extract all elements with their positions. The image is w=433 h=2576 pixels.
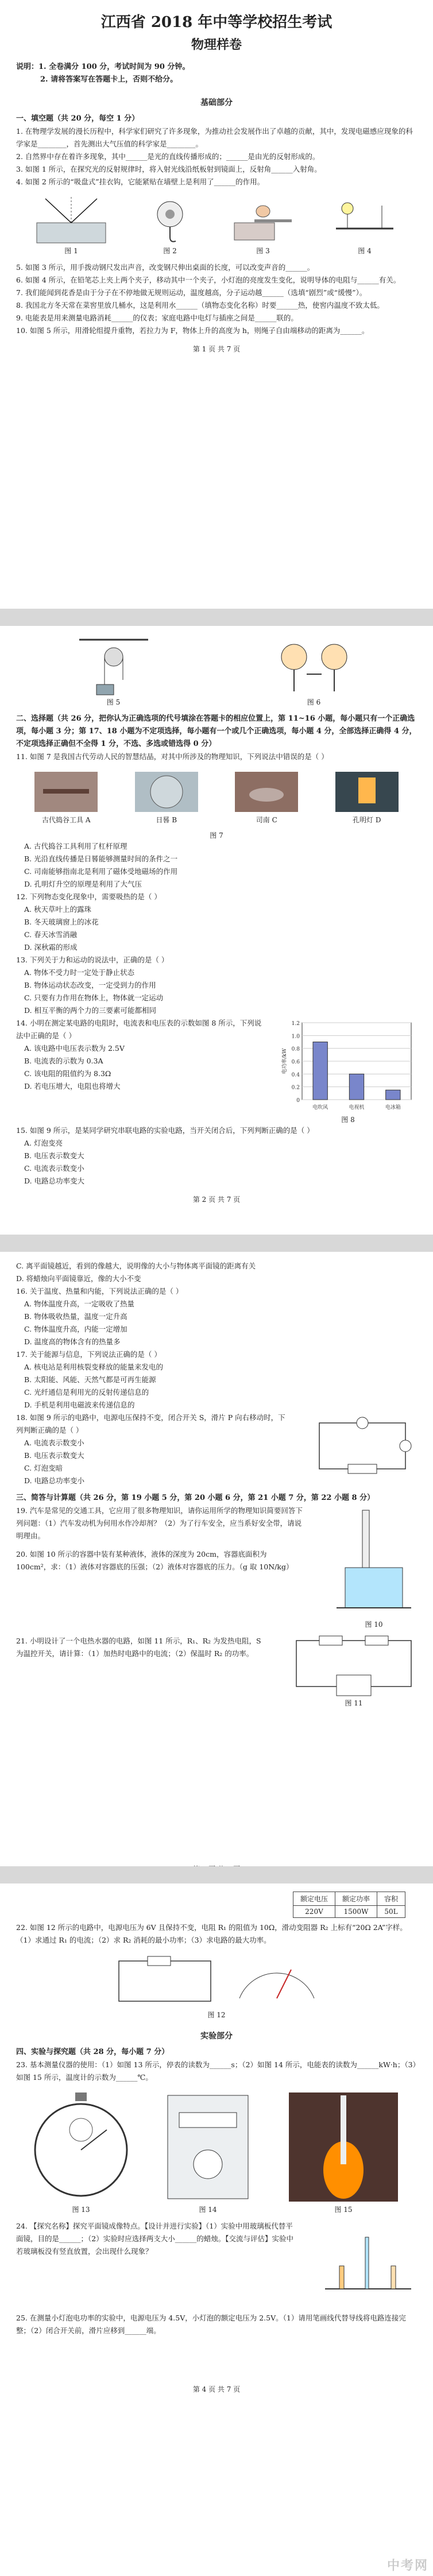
spec-header-volume: 容积: [377, 1892, 405, 1906]
q15-option-b: B. 电压表示数变大: [24, 1151, 84, 1160]
part1-heading: 一、填空题（共 20 分，每空 1 分）: [16, 114, 140, 123]
q21-text-block: [16, 1635, 269, 1708]
q11-option-c: C. 司南能够指南北是利用了磁体受地磁场的作用: [24, 867, 178, 876]
question-2: 2. 自然界中存在着许多现象，其中______是光的直线传播形成的；______是由光的反射形成的。: [16, 152, 320, 161]
figure-12-caption: 图 12: [207, 2011, 226, 2019]
chart-bar: [349, 1074, 364, 1100]
figure-6-caption: 图 6: [307, 698, 321, 706]
note-2: 2. 请将答案写在答题卡上，否则不给分。: [40, 75, 178, 84]
question-4: 4. 如图 2 所示的“吸盘式”挂衣钩，它能紧贴在墙壁上是利用了______的作用。: [16, 177, 265, 186]
figure-15: [286, 2090, 401, 2214]
q12-option-b: B. 冬天玻璃窗上的冰花: [24, 918, 99, 926]
spec-value-row: [293, 1906, 405, 1918]
q18-option-a: A. 电流表示数变小: [24, 1438, 84, 1447]
q15-option-d: D. 电路总功率变大: [24, 1177, 85, 1185]
figure-2: [144, 194, 196, 256]
chart-y-tick-label: 0: [296, 1098, 300, 1104]
part2-heading: 二、选择题（共 26 分，把你认为正确选项的代号填涂在答题卡的相应位置上，第 11~16 小题，每小题只有一个正确选项，每小题 3 分；第 17、18 小题为不定项选择，每小题有一个或几个正确选项，每小题 4 分，全部选择正确得 4 分，不定项选择正确但不全得 1 分，不选、多选或错选得 0 分）: [16, 714, 417, 748]
question-1: 1. 在物理学发展的漫长历程中，科学家们研究了许多现象，为推动社会发展作出了卓越的贡献，其中，发现电磁感应现象的科学家是________，首先测出大气压值的科学家是________。: [16, 127, 413, 148]
q16-option-c: C. 物体温度升高，内能一定增加: [24, 1325, 127, 1333]
q18-block: [16, 1411, 417, 1487]
question-9: 9. 电能表是用来测量电路消耗______的仪表；家庭电路中电灯与插座之间是______联的。: [16, 314, 298, 322]
figure-7c-label: 司南 C: [256, 816, 277, 824]
figure-7b-label: 日晷 B: [156, 816, 177, 824]
figures-13-15: [16, 2090, 417, 2214]
q15-option-a: A. 灯泡变亮: [24, 1139, 63, 1147]
q12-option-c: C. 春天冰雪消融: [24, 930, 78, 939]
figure-8-caption: 图 8: [341, 1116, 355, 1124]
question-12: 12. 下列物态变化现象中，需要吸热的是（ ）: [16, 892, 161, 901]
grain-pounder-image: [32, 769, 100, 815]
q14-option-c: C. 该电阻的阻值约为 8.3Ω: [24, 1069, 111, 1078]
chart-x-tick-label: 电冰箱: [385, 1105, 401, 1111]
compass-image: [232, 769, 301, 815]
chart-y-tick-label: 0.8: [291, 1046, 300, 1053]
question-16: 16. 关于温度、热量和内能，下列说法正确的是（ ）: [16, 1287, 183, 1295]
container-liquid-diagram: [331, 1504, 417, 1619]
heater-circuit-diagram: [291, 1635, 417, 1698]
chart-y-tick-label: 1.0: [291, 1034, 300, 1040]
question-17: 17. 关于能源与信息，下列说法正确的是（ ）: [16, 1350, 161, 1359]
spec-value-voltage: 220V: [293, 1906, 335, 1918]
figure-13-caption: 图 13: [72, 2206, 90, 2214]
page-2: [16, 626, 417, 1235]
part3-heading: 三、简答与计算题（共 26 分，第 19 小题 5 分，第 20 小题 6 分，第 21 小题 7 分，第 22 小题 8 分）: [16, 1494, 375, 1502]
chart-y-tick-label: 0.6: [291, 1059, 300, 1065]
question-3: 3. 如图 1 所示，在探究光的反射规律时，将入射光线沿纸板射到镜面上，反射角______入射角。: [16, 165, 322, 173]
question-8: 8. 我国北方冬天常在菜窖里放几桶水，这是利用水______（填物态变化名称）时要______热，使窖内温度不致太低。: [16, 301, 384, 310]
question-20: 20. 如图 10 所示的容器中装有某种液体，液体的深度为 20cm，容器底面积为 100cm²，求：（1）液体对容器底的压强；（2）液体对容器底的压力。（g 取 10N/kg）: [16, 1550, 293, 1571]
q14-option-a: A. 该电路中电压表示数为 2.5V: [24, 1044, 125, 1053]
page-3-top-spacer: [16, 1252, 417, 1260]
page-number-4: 第 4 页 共 7 页: [192, 2385, 241, 2393]
q16-option-d: D. 温度高的物体含有的热量多: [24, 1337, 121, 1346]
q12-option-d: D. 深秋霜的形成: [24, 943, 78, 952]
figure-11: [291, 1635, 417, 1708]
page-4-bottom-spacer: [16, 2337, 417, 2377]
q12-option-a: A. 秋天草叶上的露珠: [24, 905, 91, 914]
figure-7-row: [16, 769, 417, 825]
q19-q20-text-block: [16, 1504, 303, 1629]
spec-value-power: 1500W: [335, 1906, 377, 1918]
chart-y-axis-label: 电功率/kW: [282, 1048, 288, 1074]
q17-option-d: D. 手机是利用电磁波来传递信息的: [24, 1401, 135, 1409]
question-18: 18. 如图 9 所示的电路中，电源电压保持不变，闭合开关 S，滑片 P 向右移动时，下列判断正确的是（ ）: [16, 1413, 285, 1434]
q24-text-block: [16, 2220, 297, 2306]
note-1: 说明：1. 全卷满分 100 分，考试时间为 90 分钟。: [16, 63, 190, 71]
mirror-experiment-diagram: [314, 2220, 417, 2306]
question-21: 21. 小明设计了一个电热水器的电路，如图 11 所示，R₁、R₂ 为发热电阻，S 为温控开关，请计算：（1）加热时电路中的电流；（2）保温时 R₂ 的功率。: [16, 1637, 261, 1658]
basic-section-heading: 基础部分: [200, 98, 233, 107]
exam-title: 江西省 2018 年中等学校招生考试: [100, 14, 333, 31]
figure-14-caption: 图 14: [199, 2206, 217, 2214]
q14-block: [16, 1017, 417, 1124]
figure-12-circuit-and-meter: [113, 1952, 320, 2010]
question-5: 5. 如图 3 所示，用手拨动钢尺发出声音，改变钢尺伸出桌面的长度，可以改变声音的______。: [16, 263, 315, 272]
stopwatch-diagram: [32, 2090, 130, 2204]
figure-3-caption: 图 3: [256, 247, 270, 255]
figure-10: [331, 1504, 417, 1629]
chart-bar: [386, 1090, 400, 1100]
q13-option-c: C. 只要有力作用在物体上，物体就一定运动: [24, 993, 164, 1002]
page-3: [16, 1252, 417, 1866]
q19-q20-block: [16, 1504, 417, 1629]
experiment-section-heading: 实验部分: [200, 2032, 233, 2041]
page3-line-2: D. 将蜡烛向平面镜靠近，像的大小不变: [16, 1274, 141, 1283]
figure-12-row: [16, 1952, 417, 2020]
question-7: 7. 我们能闻到花香是由于分子在不停地做无规则运动，温度越高，分子运动越______（选填“剧烈”或“缓慢”）。: [16, 288, 367, 297]
figures-5-6: [16, 634, 417, 707]
page-4: [16, 1883, 417, 2576]
figure-7a: [32, 769, 100, 825]
question-11: 11. 如图 7 是我国古代劳动人民的智慧结晶，对其中所涉及的物理知识，下列说法中错误的是（ ）: [16, 752, 328, 761]
page-number-2: 第 2 页 共 7 页: [192, 1196, 241, 1204]
figure-7b: [132, 769, 201, 825]
q24-block: [16, 2220, 417, 2306]
q13-option-a: A. 物体不受力时一定处于静止状态: [24, 968, 134, 977]
suction-hook-diagram: [144, 194, 196, 246]
question-22: 22. 如图 12 所示的电路中，电源电压为 6V 且保持不变，电阻 R₁ 的阻值为 10Ω，滑动变阻器 R₂ 上标有“20Ω 2A”字样。（1）求通过 R₁ 的电流；（2）求 R₂ 消耗的最小功率；（3）求电路的最大功率。: [16, 1923, 407, 1944]
q11-option-d: D. 孔明灯升空的原理是利用了大气压: [24, 880, 142, 888]
q15-option-c: C. 电流表示数变小: [24, 1164, 84, 1173]
q18-text-block: [16, 1411, 286, 1487]
figure-4-caption: 图 4: [358, 247, 372, 255]
figure-5-caption: 图 5: [106, 698, 121, 706]
chart-y-tick-label: 0.4: [291, 1072, 300, 1078]
q13-option-b: B. 物体运动状态改变，一定受到力的作用: [24, 981, 156, 989]
chart-x-tick-label: 电吹风: [312, 1105, 328, 1111]
light-reflection-diagram: [34, 194, 109, 246]
ruler-sound-diagram: [231, 194, 295, 246]
q14-text-block: [16, 1017, 263, 1124]
q11-option-b: B. 光沿直线传播是日晷能够测量时间的条件之一: [24, 854, 178, 863]
figure-3: [231, 194, 295, 256]
figure-1: [34, 194, 109, 256]
question-25: 25. 在测量小灯泡电功率的实验中，电源电压为 4.5V，小灯泡的额定电压为 2.5V。（1）请用笔画线代替导线将电路连接完整；（2）闭合开关前，滑片应移到______端。: [16, 2314, 406, 2335]
part4-heading: 四、实验与探究题（共 28 分，每小题 7 分）: [16, 2048, 169, 2056]
figure-12: [113, 1952, 320, 2020]
chart-y-tick-label: 0.2: [291, 1085, 300, 1091]
pulley-diagram: [68, 634, 160, 697]
q17-option-b: B. 太阳能、风能、天然气都是可再生能源: [24, 1375, 156, 1384]
sky-lantern-image: [333, 769, 401, 815]
chart-y-tick-label: 1.2: [291, 1021, 300, 1027]
spec-header-voltage: 额定电压: [293, 1892, 335, 1906]
q17-option-a: A. 核电站是利用核裂变释放的能量来发电的: [24, 1363, 163, 1371]
figure-1-caption: 图 1: [64, 247, 78, 255]
question-10: 10. 如图 5 所示，用滑轮组提升重物，若拉力为 F，物体上升的高度为 h，则绳子自由端移动的距离为______。: [16, 326, 369, 335]
figure-7-caption: 图 7: [210, 831, 223, 840]
spec-header-power: 额定功率: [335, 1892, 377, 1906]
figure-14: [162, 2090, 254, 2214]
figure-11-caption: 图 11: [345, 1699, 363, 1707]
page-gap-3: [0, 1866, 433, 1883]
q21-block: [16, 1635, 417, 1708]
figure-13: [32, 2090, 130, 2214]
question-13: 13. 下列关于力和运动的说法中，正确的是（ ）: [16, 956, 169, 964]
spec-header-row: [293, 1892, 405, 1906]
figure-7c: [232, 769, 301, 825]
power-bar-chart: [279, 1017, 417, 1115]
energy-meter-diagram: [162, 2090, 254, 2204]
spec-value-volume: 50L: [377, 1906, 405, 1918]
page-gap-2: [0, 1235, 433, 1252]
page-number-1: 第 1 页 共 7 页: [192, 345, 241, 353]
figures-1-4: [16, 194, 417, 256]
question-6: 6. 如图 4 所示，在铅笔芯上夹上两个夹子，移动其中一个夹子，小灯泡的亮度发生变化，说明导体的电阻与______有关。: [16, 276, 401, 284]
q16-option-a: A. 物体温度升高，一定吸收了热量: [24, 1299, 134, 1308]
q18-option-c: C. 灯泡变暗: [24, 1464, 63, 1472]
page-3-answer-space: [16, 1708, 417, 1857]
figure-15-caption: 图 15: [334, 2206, 353, 2214]
chart-bar: [313, 1042, 327, 1100]
heater-spec-table: [293, 1892, 405, 1918]
thermometer-flame-image: [286, 2090, 401, 2204]
figure-4: [330, 194, 399, 256]
question-15: 15. 如图 9 所示，是某同学研究串联电路的实验电路，当开关闭合后，下列判断正确的是（ ）: [16, 1126, 314, 1135]
figure-6: [262, 634, 366, 707]
figure-10-caption: 图 10: [365, 1620, 383, 1629]
q14-option-d: D. 若电压增大，电阻也将增大: [24, 1082, 121, 1090]
figure-7d-label: 孔明灯 D: [353, 816, 381, 824]
page-1: [16, 0, 417, 609]
page-gap-1: [0, 609, 433, 626]
q11-option-a: A. 古代捣谷工具利用了杠杆原理: [24, 842, 127, 850]
q18-option-b: B. 电压表示数变大: [24, 1451, 84, 1460]
question-19: 19. 汽车是常见的交通工具，它应用了很多物理知识，请你运用所学的物理知识简要回答下列问题：（1）汽车发动机为何用水作冷却剂？（2）为了行车安全，应当系好安全带，请说明理由。: [16, 1506, 303, 1540]
question-23: 23. 基本测量仪器的使用：（1）如图 13 所示，停表的读数为______s；（2）如图 14 所示，电能表的读数为______kW·h；（3）如图 15 所示，温度计的示数为______℃。: [16, 2060, 416, 2082]
figure-5: [68, 634, 160, 707]
watermark-logo: 中考网: [386, 2559, 428, 2573]
q14-option-b: B. 电流表的示数为 0.3A: [24, 1057, 103, 1065]
q18-option-d: D. 电路总功率变小: [24, 1476, 85, 1485]
pencil-lead-circuit-diagram: [330, 194, 399, 246]
cartoon-diagram: [262, 634, 366, 697]
question-14: 14. 小明在测定某电路的电阻时，电流表和电压表的示数如图 8 所示，下列说法中正确的是（ ）: [16, 1019, 262, 1040]
circuit-diagram-9: [308, 1411, 417, 1480]
chart-x-tick-label: 电视机: [349, 1105, 365, 1111]
figure-8: [279, 1017, 417, 1124]
q16-option-b: B. 物体吸收热量，温度一定升高: [24, 1312, 127, 1321]
figure-7d: [333, 769, 401, 825]
q17-option-c: C. 光纤通信是利用光的反射传递信息的: [24, 1388, 149, 1397]
sundial-image: [132, 769, 201, 815]
figure-7a-label: 古代捣谷工具 A: [42, 816, 91, 824]
figure-2-caption: 图 2: [163, 247, 177, 255]
q13-option-d: D. 相互平衡的两个力的三要素可能都相同: [24, 1006, 157, 1015]
question-24: 24. 【探究名称】探究平面镜成像特点。【设计并进行实验】（1）实验中用玻璃板代替平面镜，目的是______；（2）实验时应选择两支大小______的蜡烛。【交流与评估】实验中若玻璃板没有竖直放置，会出现什么现象？: [16, 2222, 293, 2256]
page3-line-1: C. 离平面镜越近，看到的像越大，说明像的大小与物体离平面镜的距离有关: [16, 1262, 256, 1270]
exam-subtitle: 物理样卷: [191, 37, 242, 52]
